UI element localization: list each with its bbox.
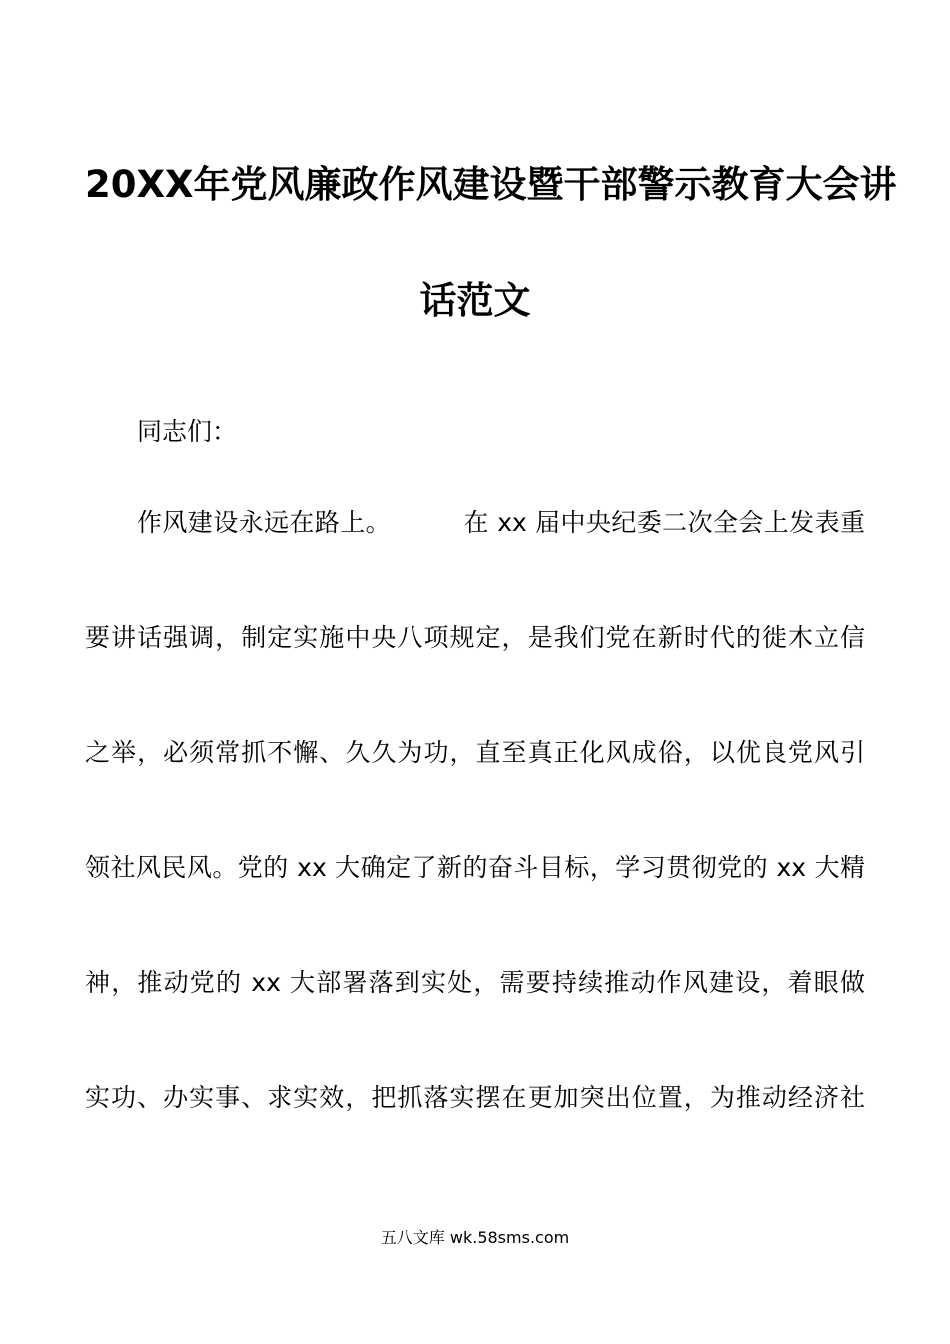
paragraph-line-segment: 在 xx 届中央纪委二次全会上发表重 bbox=[463, 508, 865, 537]
document-title-line1: 20XX年党风廉政作风建设暨干部警示教育大会讲 bbox=[85, 163, 897, 206]
paragraph-line bbox=[137, 508, 865, 538]
page-footer: 五八文库 wk.58sms.com bbox=[380, 1228, 570, 1247]
document-title-line2: 话范文 bbox=[419, 279, 531, 322]
paragraph-line-segment: 作风建设永远在路上。 bbox=[137, 508, 392, 537]
salutation: 同志们： bbox=[137, 417, 238, 446]
paragraph-line: 之举，必须常抓不懈、久久为功，直至真正化风成俗，以优良党风引 bbox=[85, 738, 865, 767]
paragraph-line: 实功、办实事、求实效，把抓落实摆在更加突出位置，为推动经济社 bbox=[85, 1083, 865, 1112]
paragraph-line: 神，推动党的 xx 大部署落到实处，需要持续推动作风建设，着眼做 bbox=[85, 968, 865, 997]
paragraph-line: 领社风民风。党的 xx 大确定了新的奋斗目标，学习贯彻党的 xx 大精 bbox=[85, 853, 865, 882]
paragraph-line: 要讲话强调，制定实施中央八项规定，是我们党在新时代的徙木立信 bbox=[85, 623, 865, 652]
